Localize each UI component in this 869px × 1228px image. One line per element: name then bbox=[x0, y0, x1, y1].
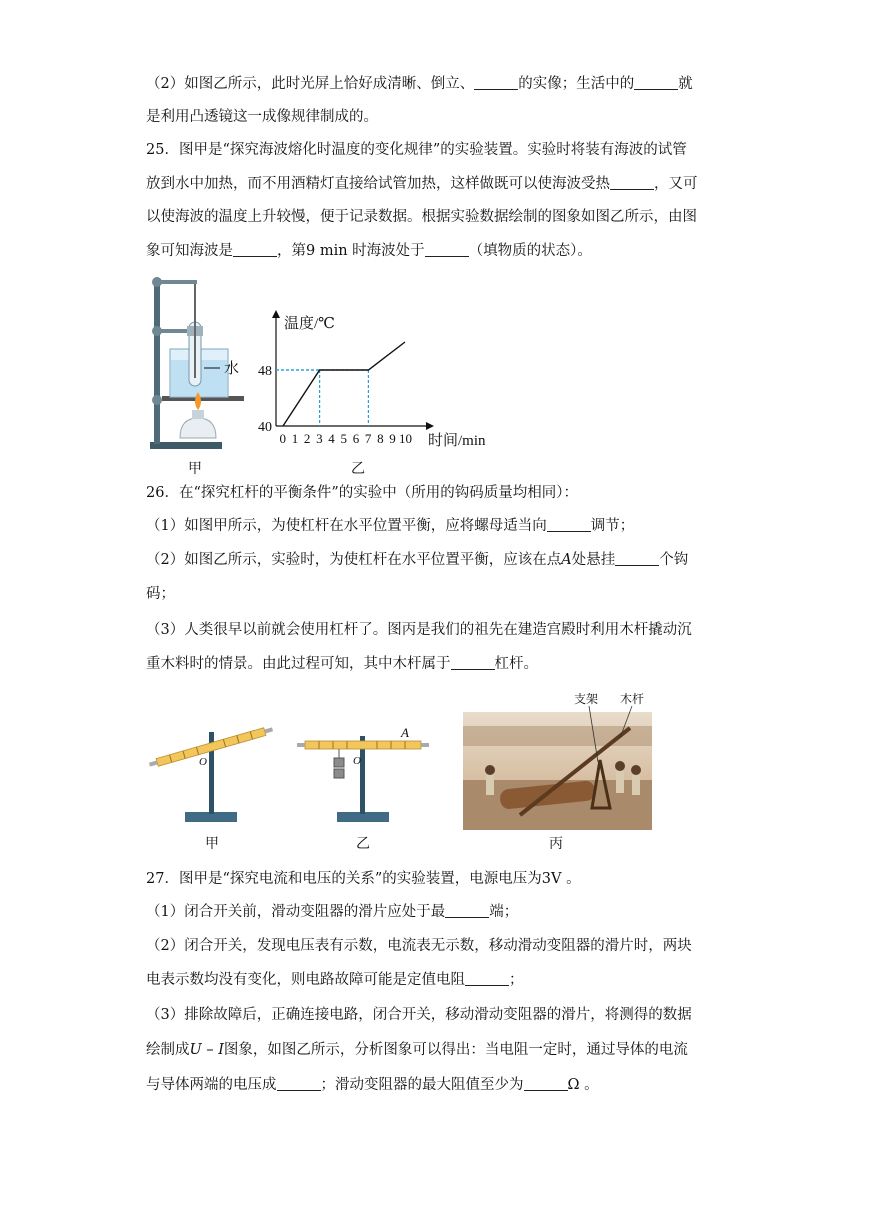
ancient-lever-scene-figure bbox=[460, 690, 655, 832]
lamp-neck bbox=[192, 410, 204, 419]
text: Ω 。 bbox=[567, 1077, 599, 1093]
text: （2）如图乙所示，此时光屏上恰好成清晰、倒立、 bbox=[146, 76, 475, 92]
answer-blank[interactable] bbox=[615, 551, 659, 566]
q24-part2-line2: 是利用凸透镜这一成像规律制成的。 bbox=[146, 109, 378, 125]
text: 图象，如图乙所示，分析图象可以得出：当电阻一定时，通过导体的电流 bbox=[223, 1042, 688, 1058]
worker bbox=[632, 775, 640, 795]
stand-base bbox=[150, 442, 222, 449]
q27-line1: 27．图甲是“探究电流和电压的关系”的实验装置，电源电压为3V 。 bbox=[146, 871, 581, 887]
worker bbox=[485, 765, 495, 775]
q26-part3-line1: （3）人类很早以前就会使用杠杆了。图丙是我们的祖先在建造宫殿时利用木杆撬动沉 bbox=[146, 622, 692, 638]
q27-part2-line2 bbox=[146, 970, 524, 990]
text: 调节； bbox=[590, 518, 635, 534]
clamp-arm bbox=[157, 280, 197, 284]
x-tick-label: 1 bbox=[291, 431, 299, 446]
point-a-label: A bbox=[561, 552, 572, 568]
alcohol-lamp bbox=[180, 418, 216, 438]
text: ；滑动变阻器的最大阻值至少为 bbox=[320, 1077, 524, 1093]
text: ，第9 min 时海波处于 bbox=[277, 243, 425, 259]
answer-blank[interactable] bbox=[547, 517, 591, 532]
figure-caption-bing: 丙 bbox=[549, 836, 563, 852]
q27-part3-line2 bbox=[146, 1040, 688, 1060]
water-label: 水 bbox=[224, 361, 240, 377]
text: 杠杆。 bbox=[494, 656, 538, 672]
ui-symbol: U – I bbox=[189, 1042, 224, 1058]
figure-caption-jia: 甲 bbox=[205, 836, 219, 852]
melting-apparatus-figure bbox=[140, 270, 260, 455]
clamp-knob bbox=[152, 395, 162, 405]
text: ； bbox=[509, 972, 524, 988]
y-axis-arrow bbox=[272, 310, 280, 318]
answer-blank[interactable] bbox=[524, 1076, 568, 1091]
q27-part2-line1: （2）闭合开关，发现电压表有示数，电流表无示数，移动滑动变阻器的滑片时，两块 bbox=[146, 938, 692, 954]
q27-part3-line1: （3）排除故障后，正确连接电路，闭合开关，移动滑动变阻器的滑片，将测得的数据 bbox=[146, 1007, 692, 1023]
answer-blank[interactable] bbox=[465, 971, 509, 986]
figure-caption-yi: 乙 bbox=[351, 461, 365, 477]
text: （填物质的状态）。 bbox=[468, 243, 592, 259]
text: ，又可 bbox=[654, 176, 698, 192]
text: （1）闭合开关前，滑动变阻器的滑片应处于最 bbox=[146, 904, 446, 920]
q25-line4 bbox=[146, 241, 592, 261]
worker bbox=[615, 761, 625, 771]
answer-blank[interactable] bbox=[610, 175, 654, 190]
pole-label: 木杆 bbox=[620, 692, 645, 706]
hook-weight bbox=[334, 769, 344, 778]
text: 个钩 bbox=[659, 552, 689, 568]
q25-line2 bbox=[146, 174, 698, 194]
q26-part2-line1 bbox=[146, 550, 688, 570]
text: 处悬挂 bbox=[571, 552, 616, 568]
q25-line1: 25．图甲是“探究海波熔化时温度的变化规律”的实验装置。实验时将装有海波的试管 bbox=[146, 142, 687, 158]
q24-part2-line1 bbox=[146, 74, 693, 94]
answer-blank[interactable] bbox=[277, 1076, 321, 1091]
x-tick-label: 9 bbox=[389, 431, 396, 446]
y-tick-label: 40 bbox=[258, 420, 272, 435]
y-tick-label: 48 bbox=[258, 364, 272, 379]
worker bbox=[616, 771, 624, 793]
x-tick-label: 7 bbox=[364, 431, 372, 446]
text: 放到水中加热，而不用酒精灯直接给试管加热，这样做既可以使海波受热 bbox=[146, 176, 610, 192]
x-tick-label: 6 bbox=[352, 431, 360, 446]
y-axis-label: 温度/℃ bbox=[284, 316, 335, 332]
text: 重木料时的情景。由此过程可知，其中木杆属于 bbox=[146, 656, 451, 672]
x-axis-arrow bbox=[426, 422, 434, 430]
text: 电表示数均没有变化，则电路故障可能是定值电阻 bbox=[146, 972, 465, 988]
worker bbox=[486, 775, 494, 795]
q27-part1 bbox=[146, 902, 518, 922]
text: 的实像；生活中的 bbox=[518, 76, 635, 92]
answer-blank[interactable] bbox=[445, 903, 489, 918]
lever-tilted-figure bbox=[145, 712, 280, 827]
support-label: 支架 bbox=[574, 692, 599, 706]
x-tick-label: 5 bbox=[340, 431, 347, 446]
text: 端； bbox=[489, 904, 519, 920]
text: 象可知海波是 bbox=[146, 243, 233, 259]
text: （1）如图甲所示，为使杠杆在水平位置平衡，应将螺母适当向 bbox=[146, 518, 547, 534]
text: 与导体两端的电压成 bbox=[146, 1077, 277, 1093]
q26-part2-line2: 码； bbox=[146, 586, 175, 602]
q25-line3: 以使海波的温度上升较慢，便于记录数据。根据实验数据绘制的图象如图乙所示，由图 bbox=[146, 209, 697, 225]
x-tick-label: 2 bbox=[303, 431, 311, 446]
text: 就 bbox=[678, 76, 693, 92]
x-tick-label: 4 bbox=[328, 431, 335, 446]
worker bbox=[631, 765, 641, 775]
q26-line1: 26．在“探究杠杆的平衡条件”的实验中（所用的钩码质量均相同）： bbox=[146, 485, 579, 501]
answer-blank[interactable] bbox=[425, 242, 469, 257]
answer-blank[interactable] bbox=[474, 75, 518, 90]
point-a-marker: A bbox=[401, 725, 409, 740]
answer-blank[interactable] bbox=[451, 655, 495, 670]
text: （2）如图乙所示，实验时，为使杠杆在水平位置平衡，应该在点 bbox=[146, 552, 562, 568]
q27-part3-line3 bbox=[146, 1075, 599, 1095]
lever-bar bbox=[305, 741, 421, 749]
stand-rod bbox=[154, 278, 160, 444]
x-axis-label: 时间/min bbox=[428, 433, 486, 449]
q26-part1 bbox=[146, 516, 634, 536]
temperature-time-chart bbox=[256, 308, 506, 458]
lever-level-figure bbox=[295, 712, 435, 827]
x-tick-label: 8 bbox=[377, 431, 384, 446]
x-tick-label: 3 bbox=[316, 431, 323, 446]
x-tick-label: 0 bbox=[279, 431, 286, 446]
hook-weight bbox=[334, 758, 344, 767]
answer-blank[interactable] bbox=[233, 242, 277, 257]
figure-caption-yi: 乙 bbox=[356, 836, 370, 852]
pivot-o-label: O bbox=[199, 756, 207, 768]
x-tick-label: 10 bbox=[399, 431, 412, 446]
q26-part3-line2 bbox=[146, 654, 538, 674]
pivot-o-label: O bbox=[353, 755, 361, 767]
figure-caption-jia: 甲 bbox=[188, 461, 202, 477]
answer-blank[interactable] bbox=[634, 75, 678, 90]
series-line bbox=[283, 342, 405, 426]
text: 绘制成 bbox=[146, 1042, 190, 1058]
